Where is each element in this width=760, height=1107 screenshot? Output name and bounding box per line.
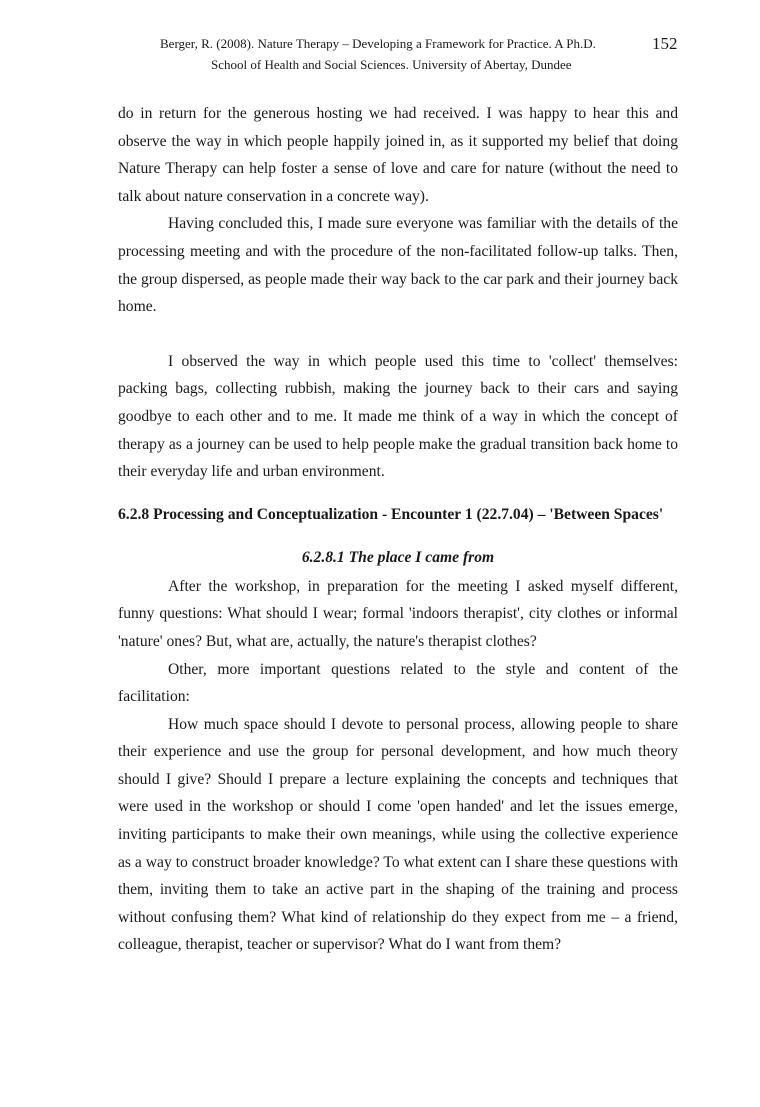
paragraph-questions: Other, more important questions related to the style and content of the facilitation:	[118, 660, 678, 706]
header-institution: School of Health and Social Sciences. University of Abertay, Dundee	[211, 57, 572, 72]
paragraph-workshop: After the workshop, in preparation for the meeting I asked myself different, funny questions: What should I wear; formal 'indoors therapist', city clothes or informal 'nature' ones? But, what are, actually, the nature's therapist clothes?	[118, 577, 678, 650]
paragraph-continuation: do in return for the generous hosting we had received. I was happy to hear this and observe the way in which people happily joined in, as it supported my belief that doing Nature Therapy can help foster a sense of love and care for nature (without the need to talk about nature conservation in a concrete way).	[118, 105, 678, 205]
page-number: 152	[652, 34, 678, 53]
header-citation: Berger, R. (2008). Nature Therapy – Developing a Framework for Practice. A Ph.D.	[160, 36, 596, 51]
page-body	[118, 100, 678, 959]
section-gap	[118, 486, 678, 500]
page-header	[0, 34, 760, 76]
paragraph-space: How much space should I devote to personal process, allowing people to share their experience and use the group for personal development, and how much theory should I give? Should I prepare a lecture explaining the concepts and techniques that were used in the workshop or should I come 'open handed' and let the issues emerge, inviting participants to make their own meanings, while using the collective experience as a way to construct broader knowledge? To what extent can I share these questions with them, inviting them to take an active part in the shaping of the training and process without confusing them? What kind of relationship do they expect from me – a friend, colleague, therapist, teacher or supervisor? What do I want from them?	[118, 715, 678, 954]
paragraph-gap	[118, 321, 678, 348]
subsection-heading: 6.2.8.1 The place I came from	[301, 548, 495, 566]
section-heading: 6.2.8 Processing and Conceptualization - Encounter 1 (22.7.04) – 'Between Spaces'	[118, 505, 664, 523]
heading-gap	[118, 529, 678, 543]
paragraph-concluding: Having concluded this, I made sure everyone was familiar with the details of the processing meeting and with the procedure of the non-facilitated follow-up talks. Then, the group dispersed, as people made their way back to the car park and their journey back home.	[118, 215, 678, 316]
paragraph-observation: I observed the way in which people used this time to 'collect' themselves: packing bags, collecting rubbish, making the journey back to their cars and saying goodbye to each other and to me. It made me think of a way in which the concept of therapy as a journey can be used to help people make the gradual transition back home to their everyday life and urban environment.	[118, 352, 678, 481]
